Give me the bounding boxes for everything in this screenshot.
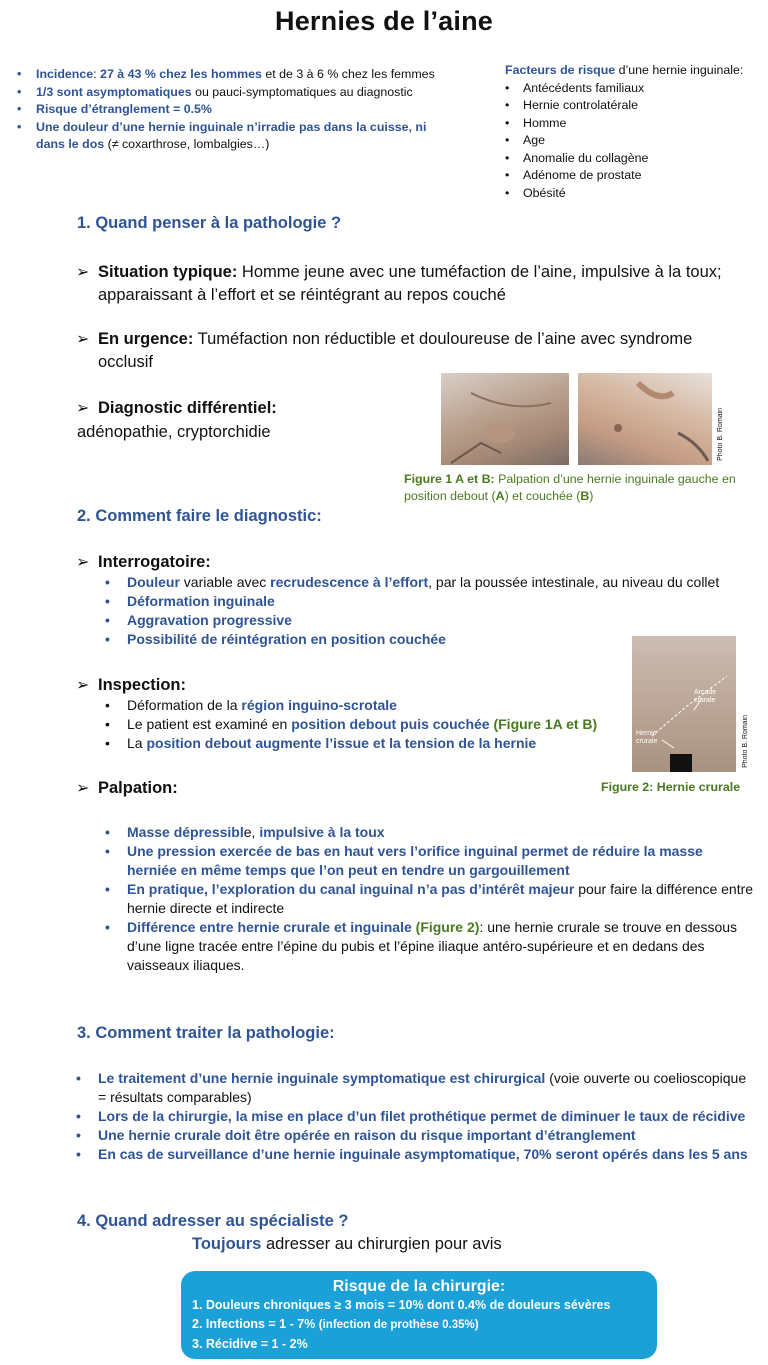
figure-2-caption: Figure 2: Hernie crurale	[601, 780, 741, 794]
hernie-crurale-label: Hernie crurale	[636, 730, 658, 745]
arcade-crurale-label: Arcade crurale	[694, 689, 717, 704]
list-item: • En cas de surveillance d’une hernie inguinale asymptomatique, 70% seront opérés dans les 5 ans	[98, 1145, 758, 1164]
risk-factor-item: • Adénome de prostate	[523, 167, 765, 185]
figure-1-caption: Figure 1 A et B: Palpation d’une hernie inguinale gauche en position debout (A) et couchée (B)	[404, 472, 736, 503]
inspection-list	[127, 696, 627, 753]
referral-line: Toujours adresser au chirurgien pour avis	[192, 1235, 502, 1253]
arrow-icon: ➢	[76, 780, 90, 797]
list-item: • Possibilité de réintégration en position couchée	[127, 630, 757, 649]
figure-1-credit-strip	[712, 373, 726, 465]
section-4-heading: 4. Quand adresser au spécialiste ?	[77, 1212, 349, 1230]
list-item: • Déformation inguinale	[127, 592, 757, 611]
interrogatoire-label: ➢ Interrogatoire:	[98, 551, 211, 574]
arrow-icon: ➢	[76, 264, 90, 281]
figure-1-credit: Photo B. Romain	[717, 408, 724, 461]
section-3-heading: 3. Comment traiter la pathologie:	[77, 1024, 335, 1042]
surgery-risk-1: 1. Douleurs chroniques ≥ 3 mois = 10% dont 0.4% de douleurs sévères	[192, 1298, 611, 1312]
risk-factor-item: • Antécédents familiaux	[523, 80, 765, 98]
surgery-risk-3: 3. Récidive = 1 - 2%	[192, 1337, 308, 1351]
section-2-heading: 2. Comment faire le diagnostic:	[77, 507, 322, 525]
risk-factor-item: • Age	[523, 132, 765, 150]
figure-2-credit-strip	[737, 636, 751, 772]
figure-2-credit: Photo B. Romain	[742, 715, 749, 768]
list-item: • Douleur variable avec recrudescence à l’effort, par la poussée intestinale, au niveau du collet	[127, 573, 757, 592]
list-item: • Aggravation progressive	[127, 611, 757, 630]
risk-factor-item: • Homme	[523, 115, 765, 133]
figure-1a-illustration	[441, 373, 569, 465]
risk-factor-item: • Obésité	[523, 185, 765, 203]
treatment-list	[98, 1069, 758, 1164]
intro-item-asymptomatic: • 1/3 sont asymptomatiques ou pauci-symptomatiques au diagnostic	[36, 84, 456, 102]
risk-factor-item: • Hernie controlatérale	[523, 97, 765, 115]
risk-factors	[505, 62, 765, 202]
risk-factors-list	[505, 80, 765, 203]
risk-factors-heading: Facteurs de risque d’une hernie inguinale:	[505, 63, 744, 77]
list-item: • Le patient est examiné en position debout puis couchée (Figure 1A et B)	[127, 715, 627, 734]
surgery-risk-2: 2. Infections = 1 - 7% (infection de prothèse 0.35%)	[192, 1317, 479, 1331]
list-item: • Lors de la chirurgie, la mise en place d’un filet prothétique permet de diminuer le taux de récidive	[98, 1107, 758, 1126]
list-item: • Masse dépressible, impulsive à la toux	[127, 823, 755, 842]
intro-item-incidence: • Incidence: 27 à 43 % chez les hommes et de 3 à 6 % chez les femmes	[36, 66, 456, 84]
differential-diagnosis: ➢ Diagnostic différentiel:	[98, 397, 398, 420]
list-item: • Déformation de la région inguino-scrotale	[127, 696, 627, 715]
typical-situation: ➢ Situation typique: Homme jeune avec une tuméfaction de l’aine, impulsive à la toux; apparaissant à l’effort et se réintégrant au repos couché	[76, 263, 722, 304]
figure-2-photo	[632, 636, 736, 772]
emergency: ➢ En urgence: Tuméfaction non réductible et douloureuse de l’aine avec syndrome occlusif	[76, 330, 693, 371]
figure-1a-photo	[441, 373, 569, 465]
palpation-label: ➢ Palpation:	[98, 777, 178, 800]
palpation-list	[127, 823, 755, 975]
list-item: • Une pression exercée de bas en haut vers l’orifice inguinal permet de réduire la masse herniée en même temps que l’on peut en tendre un gargouillement	[127, 842, 755, 880]
inspection-label: ➢ Inspection:	[98, 674, 186, 697]
list-item: • Une hernie crurale doit être opérée en raison du risque important d’étranglement	[98, 1126, 758, 1145]
arrow-icon: ➢	[76, 331, 90, 348]
risk-factor-item: • Anomalie du collagène	[523, 150, 765, 168]
list-item: • Le traitement d’une hernie inguinale symptomatique est chirurgical (voie ouverte ou coelioscopique = résultats comparables)	[98, 1069, 758, 1107]
list-item: • Différence entre hernie crurale et inguinale (Figure 2): une hernie crurale se trouve en dessous d’une ligne tracée entre l’épine du pubis et l’épine iliaque antéro-supérieure et en dedans des vaisseaux iliaques.	[127, 918, 755, 975]
figure-1b-photo	[578, 373, 712, 465]
surgery-risk-title: Risque de la chirurgie:	[332, 1278, 506, 1295]
surgery-risk-box	[181, 1271, 657, 1359]
differential-diagnosis-text: adénopathie, cryptorchidie	[77, 423, 271, 441]
intro-item-strangulation: • Risque d’étranglement = 0.5%	[36, 101, 456, 119]
list-item: • La position debout augmente l’issue et la tension de la hernie	[127, 734, 627, 753]
list-item: • En pratique, l’exploration du canal inguinal n’a pas d’intérêt majeur pour faire la différence entre hernie directe et indirecte	[127, 880, 755, 918]
arrow-icon: ➢	[76, 554, 90, 571]
arrow-icon: ➢	[76, 400, 90, 417]
intro-item-pain: • Une douleur d’une hernie inguinale n’irradie pas dans la cuisse, ni dans le dos (≠ coxarthrose, lombalgies…)	[36, 119, 456, 154]
intro-list	[36, 66, 456, 154]
section-1-heading: 1. Quand penser à la pathologie ?	[77, 214, 342, 232]
arrow-icon: ➢	[76, 677, 90, 694]
page-title: Hernies de l’aine	[275, 6, 493, 36]
figure-1b-illustration	[578, 373, 712, 465]
